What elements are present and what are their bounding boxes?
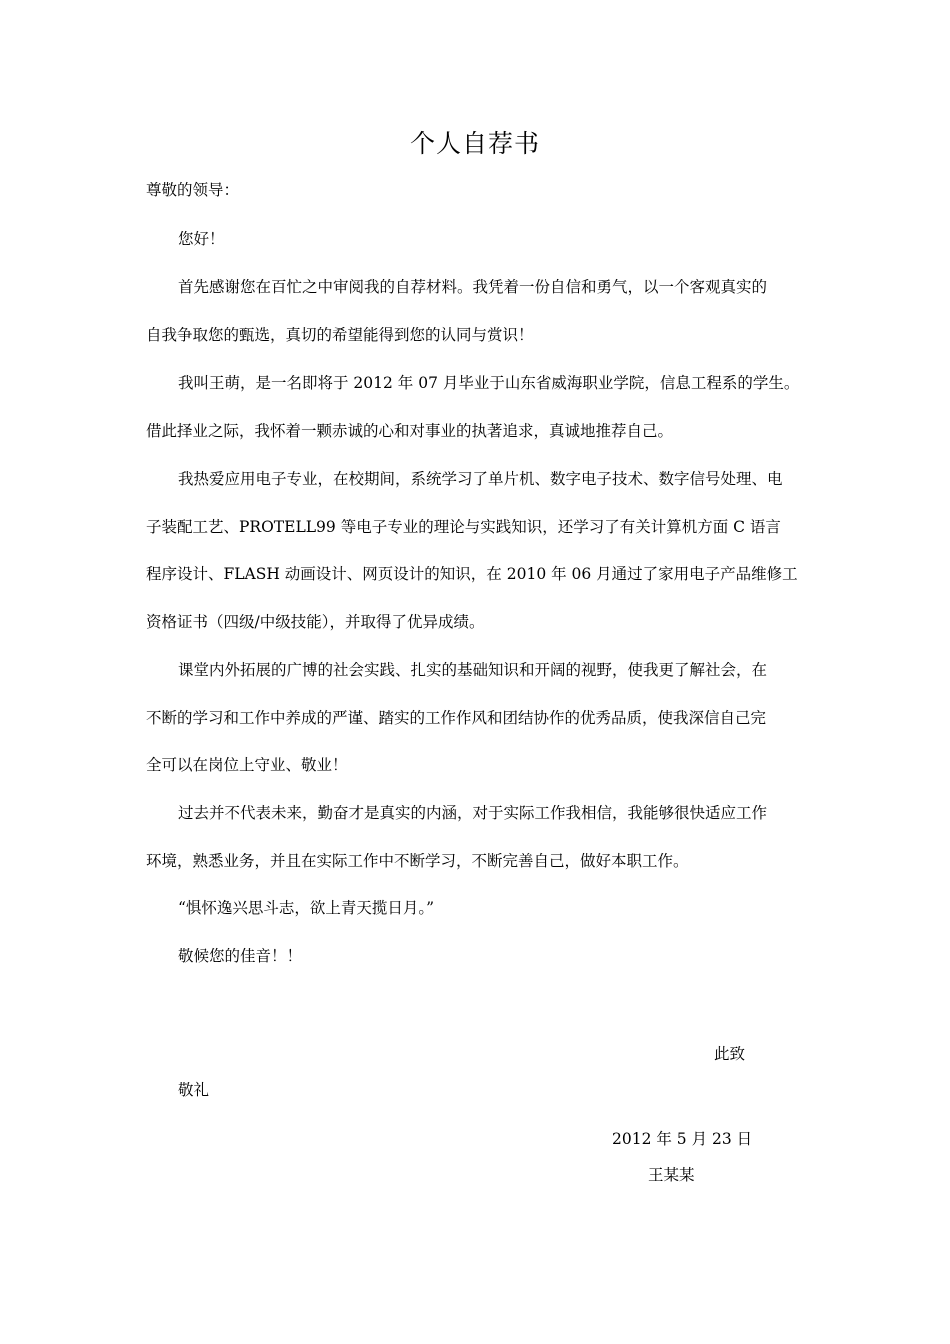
signature: 王某某 [648,1166,695,1184]
greeting: 您好！ [178,230,225,248]
paragraph-3-line-4: 资格证书（四级/中级技能），并取得了优异成绩。 [146,613,485,631]
paragraph-5-line-1: 过去并不代表未来，勤奋才是真实的内涵，对于实际工作我相信，我能够很快适应工作 [178,804,768,822]
paragraph-3-line-1: 我热爱应用电子专业，在校期间，系统学习了单片机、数字电子技术、数字信号处理、电 [178,470,783,488]
paragraph-1-line-2: 自我争取您的甄选，真切的希望能得到您的认同与赏识！ [146,326,534,344]
paragraph-2-line-2: 借此择业之际，我怀着一颗赤诚的心和对事业的执著追求，真诚地推荐自己。 [146,422,674,440]
closing-jingli: 敬礼 [178,1081,210,1099]
quote-line: “惧怀逸兴思斗志，欲上青天揽日月。” [178,899,435,917]
closing-cizhi: 此致 [714,1045,746,1063]
paragraph-5-line-2: 环境，熟悉业务，并且在实际工作中不断学习，不断完善自己，做好本职工作。 [146,852,689,870]
letter-date: 2012 年 5 月 23 日 [612,1130,753,1148]
paragraph-2-line-1: 我叫王萌，是一名即将于 2012 年 07 月毕业于山东省威海职业学院，信息工程系的学生。 [178,374,800,392]
document-title: 个人自荐书 [409,129,540,158]
paragraph-3-line-2: 子装配工艺、PROTELL99 等电子专业的理论与实践知识，还学习了有关计算机方面 C 语言 [146,518,781,536]
paragraph-4-line-3: 全可以在岗位上守业、敬业！ [146,756,348,774]
paragraph-4-line-1: 课堂内外拓展的广博的社会实践、扎实的基础知识和开阔的视野，使我更了解社会，在 [178,661,768,679]
closing-line: 敬候您的佳音！！ [178,947,303,965]
paragraph-3-line-3: 程序设计、FLASH 动画设计、网页设计的知识，在 2010 年 06 月通过了家用电子产品维修工 [146,565,798,583]
paragraph-4-line-2: 不断的学习和工作中养成的严谨、踏实的工作作风和团结协作的优秀品质，使我深信自己完 [146,709,767,727]
paragraph-1-line-1: 首先感谢您在百忙之中审阅我的自荐材料。我凭着一份自信和勇气，以一个客观真实的 [178,278,768,296]
salutation: 尊敬的领导： [146,181,240,199]
